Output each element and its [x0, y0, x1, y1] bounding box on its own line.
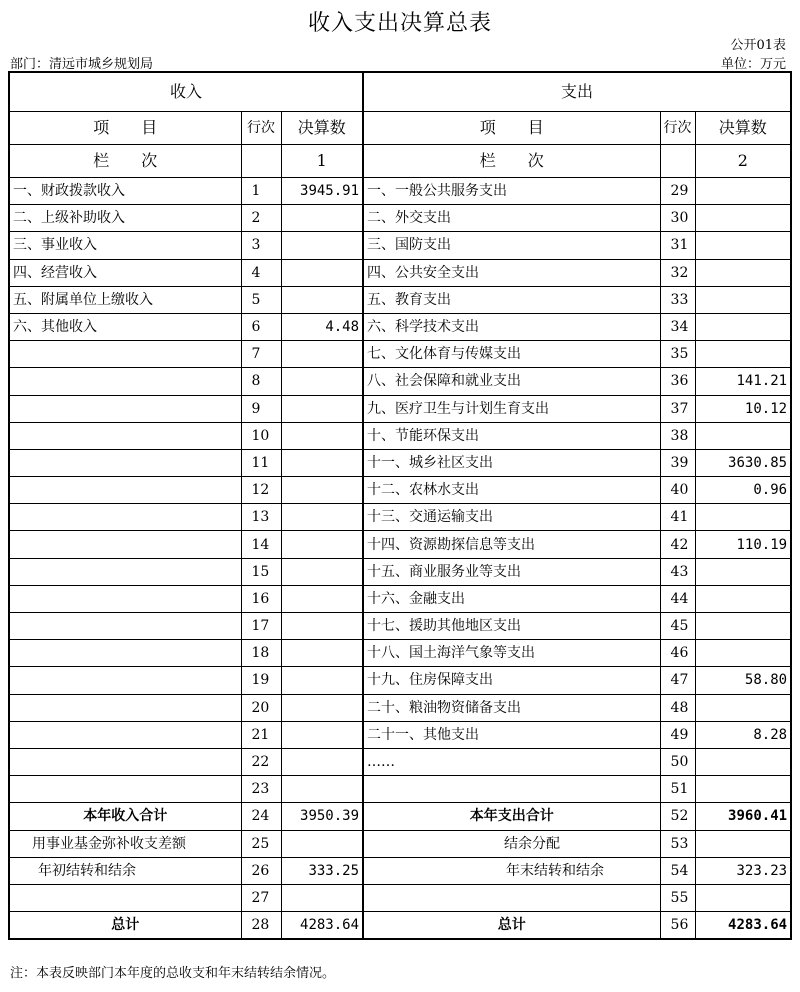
table-row	[9, 613, 791, 640]
income-amount-header: 决算数	[281, 112, 363, 145]
income-item-header: 项 目	[9, 112, 241, 145]
expenditure-line-number: 33	[660, 286, 695, 313]
expenditure-line-number: 35	[660, 341, 695, 368]
ending-balance-value: 323.23	[695, 857, 791, 884]
income-amount	[281, 531, 363, 558]
beginning-balance-label: 年初结转和结余	[9, 857, 241, 884]
income-total-value: 3950.39	[281, 803, 363, 830]
income-amount	[281, 748, 363, 775]
expenditure-amount	[695, 613, 791, 640]
blank-income-value	[281, 884, 363, 911]
income-grand-total-value: 4283.64	[281, 912, 363, 940]
income-amount	[281, 205, 363, 232]
expenditure-amount	[695, 422, 791, 449]
income-line-number: 15	[241, 558, 281, 585]
expenditure-line-number: 40	[660, 477, 695, 504]
income-item-name	[9, 585, 241, 612]
income-line-header: 行次	[241, 112, 281, 145]
income-grand-total-label: 总计	[9, 912, 241, 940]
expenditure-amount	[695, 504, 791, 531]
expenditure-amount	[695, 558, 791, 585]
income-item-name: 三、事业收入	[9, 232, 241, 259]
expenditure-line-number: 30	[660, 205, 695, 232]
expenditure-line-number: 41	[660, 504, 695, 531]
income-item-name	[9, 341, 241, 368]
income-column-label: 栏 次	[9, 145, 241, 178]
fund-value	[281, 830, 363, 857]
income-line-number: 2	[241, 205, 281, 232]
blank-expenditure-line: 55	[660, 884, 695, 911]
expenditure-section-header: 支出	[363, 72, 791, 112]
fund-label: 用事业基金弥补收支差额	[9, 830, 241, 857]
income-line-number: 19	[241, 667, 281, 694]
expenditure-item-name: 八、社会保障和就业支出	[363, 368, 660, 395]
income-item-name	[9, 504, 241, 531]
expenditure-amount: 110.19	[695, 531, 791, 558]
income-line-number: 14	[241, 531, 281, 558]
ending-balance-line: 54	[660, 857, 695, 884]
expenditure-amount	[695, 178, 791, 205]
distribution-value	[695, 830, 791, 857]
income-amount	[281, 558, 363, 585]
income-amount	[281, 721, 363, 748]
expenditure-line-number: 36	[660, 368, 695, 395]
expenditure-line-blank	[660, 145, 695, 178]
footnote: 注：本表反映部门本年度的总收支和年末结转结余情况。	[10, 966, 336, 981]
blank-income-line: 27	[241, 884, 281, 911]
income-total-label: 本年收入合计	[9, 803, 241, 830]
unit-label: 单位：万元	[720, 57, 786, 72]
expenditure-amount: 58.80	[695, 667, 791, 694]
expenditure-line-number: 29	[660, 178, 695, 205]
income-item-name	[9, 721, 241, 748]
income-line-number: 5	[241, 286, 281, 313]
expenditure-item-name: 三、国防支出	[363, 232, 660, 259]
expenditure-item-name: 一、一般公共服务支出	[363, 178, 660, 205]
expenditure-item-header: 项 目	[363, 112, 660, 145]
carryover-row	[9, 857, 791, 884]
income-item-name	[9, 531, 241, 558]
expenditure-amount	[695, 640, 791, 667]
income-amount: 3945.91	[281, 178, 363, 205]
expenditure-line-number: 44	[660, 585, 695, 612]
expenditure-grand-total-label: 总计	[363, 912, 660, 940]
table-row	[9, 531, 791, 558]
income-amount	[281, 449, 363, 476]
income-item-name	[9, 748, 241, 775]
income-item-name	[9, 477, 241, 504]
expenditure-line-number: 42	[660, 531, 695, 558]
income-amount	[281, 259, 363, 286]
income-item-name	[9, 640, 241, 667]
income-line-number: 12	[241, 477, 281, 504]
table-row	[9, 259, 791, 286]
income-amount	[281, 667, 363, 694]
expenditure-item-name: 十九、住房保障支出	[363, 667, 660, 694]
income-amount	[281, 232, 363, 259]
income-line-number: 13	[241, 504, 281, 531]
income-item-name	[9, 449, 241, 476]
table-row	[9, 286, 791, 313]
income-amount	[281, 286, 363, 313]
table-row	[9, 178, 791, 205]
expenditure-amount: 8.28	[695, 721, 791, 748]
expenditure-amount: 10.12	[695, 395, 791, 422]
expenditure-line-number: 49	[660, 721, 695, 748]
income-line-number: 10	[241, 422, 281, 449]
income-amount	[281, 504, 363, 531]
table-row	[9, 449, 791, 476]
expenditure-item-name: 十、节能环保支出	[363, 422, 660, 449]
expenditure-amount	[695, 205, 791, 232]
ending-balance-label: 年末结转和结余	[363, 857, 660, 884]
income-amount	[281, 585, 363, 612]
income-total-line: 24	[241, 803, 281, 830]
income-line-number: 21	[241, 721, 281, 748]
expenditure-amount: 0.96	[695, 477, 791, 504]
income-item-name: 六、其他收入	[9, 313, 241, 340]
expenditure-amount	[695, 585, 791, 612]
income-amount	[281, 368, 363, 395]
distribution-line: 53	[660, 830, 695, 857]
page-title: 收入支出决算总表	[307, 11, 492, 36]
expenditure-item-name: 二十一、其他支出	[363, 721, 660, 748]
expenditure-grand-total-value: 4283.64	[695, 912, 791, 940]
expenditure-amount	[695, 341, 791, 368]
fund-row	[9, 830, 791, 857]
fund-line: 25	[241, 830, 281, 857]
income-line-number: 3	[241, 232, 281, 259]
expenditure-total-value: 3960.41	[695, 803, 791, 830]
expenditure-amount: 141.21	[695, 368, 791, 395]
expenditure-item-name: 十七、援助其他地区支出	[363, 613, 660, 640]
income-line-number: 17	[241, 613, 281, 640]
income-amount	[281, 613, 363, 640]
beginning-balance-value: 333.25	[281, 857, 363, 884]
income-section-header: 收入	[9, 72, 363, 112]
income-line-number: 4	[241, 259, 281, 286]
expenditure-amount	[695, 259, 791, 286]
expenditure-column-label: 栏 次	[363, 145, 660, 178]
income-line-number: 6	[241, 313, 281, 340]
income-line-number: 8	[241, 368, 281, 395]
blank-expenditure-value	[695, 884, 791, 911]
income-line-number: 20	[241, 694, 281, 721]
table-row	[9, 721, 791, 748]
table-row	[9, 640, 791, 667]
table-row	[9, 667, 791, 694]
expenditure-total-line: 52	[660, 803, 695, 830]
column-header-row	[9, 112, 791, 145]
income-line-number: 7	[241, 341, 281, 368]
annual-total-row	[9, 803, 791, 830]
budget-table	[8, 71, 792, 940]
expenditure-amount	[695, 748, 791, 775]
income-line-number: 9	[241, 395, 281, 422]
expenditure-line-number: 46	[660, 640, 695, 667]
expenditure-item-name: 十八、国土海洋气象等支出	[363, 640, 660, 667]
beginning-balance-line: 26	[241, 857, 281, 884]
income-item-name	[9, 694, 241, 721]
income-line-number: 16	[241, 585, 281, 612]
income-amount: 4.48	[281, 313, 363, 340]
expenditure-line-number: 38	[660, 422, 695, 449]
expenditure-line-number: 45	[660, 613, 695, 640]
expenditure-item-name: 六、科学技术支出	[363, 313, 660, 340]
income-line-number: 22	[241, 748, 281, 775]
income-line-number: 11	[241, 449, 281, 476]
income-item-name	[9, 558, 241, 585]
income-amount	[281, 395, 363, 422]
income-amount	[281, 640, 363, 667]
expenditure-line-number: 50	[660, 748, 695, 775]
expenditure-item-name: 九、医疗卫生与计划生育支出	[363, 395, 660, 422]
expenditure-item-name: 十一、城乡社区支出	[363, 449, 660, 476]
income-amount	[281, 341, 363, 368]
blank-expenditure-name	[363, 884, 660, 911]
form-code: 公开01表	[730, 38, 786, 53]
table-row	[9, 422, 791, 449]
expenditure-line-number: 51	[660, 776, 695, 803]
expenditure-item-name: 十三、交通运输支出	[363, 504, 660, 531]
income-item-name: 四、经营收入	[9, 259, 241, 286]
expenditure-line-number: 43	[660, 558, 695, 585]
expenditure-item-name: 十六、金融支出	[363, 585, 660, 612]
grand-total-row	[9, 912, 791, 940]
income-item-name	[9, 776, 241, 803]
table-row	[9, 504, 791, 531]
expenditure-line-header: 行次	[660, 112, 695, 145]
table-row	[9, 341, 791, 368]
column-index-row	[9, 145, 791, 178]
expenditure-amount	[695, 313, 791, 340]
department-label: 部门：清远市城乡规划局	[10, 57, 154, 72]
income-line-number: 1	[241, 178, 281, 205]
expenditure-line-number: 31	[660, 232, 695, 259]
table-row	[9, 694, 791, 721]
expenditure-line-number: 34	[660, 313, 695, 340]
expenditure-item-name: 七、文化体育与传媒支出	[363, 341, 660, 368]
expenditure-amount	[695, 776, 791, 803]
expenditure-amount: 3630.85	[695, 449, 791, 476]
expenditure-item-name: 十四、资源勘探信息等支出	[363, 531, 660, 558]
expenditure-item-name: 四、公共安全支出	[363, 259, 660, 286]
blank-income-name	[9, 884, 241, 911]
section-header-row	[9, 72, 791, 112]
income-item-name	[9, 422, 241, 449]
expenditure-line-number: 37	[660, 395, 695, 422]
income-column-number: 1	[281, 145, 363, 178]
expenditure-item-name	[363, 776, 660, 803]
table-row	[9, 585, 791, 612]
expenditure-item-name: 二十、粮油物资储备支出	[363, 694, 660, 721]
expenditure-line-number: 32	[660, 259, 695, 286]
expenditure-item-name: 十五、商业服务业等支出	[363, 558, 660, 585]
expenditure-item-name: 十二、农林水支出	[363, 477, 660, 504]
income-grand-total-line: 28	[241, 912, 281, 940]
table-row	[9, 395, 791, 422]
table-row	[9, 232, 791, 259]
expenditure-item-name: 二、外交支出	[363, 205, 660, 232]
expenditure-line-number: 39	[660, 449, 695, 476]
income-item-name	[9, 395, 241, 422]
table-row	[9, 313, 791, 340]
expenditure-amount	[695, 232, 791, 259]
income-item-name	[9, 368, 241, 395]
expenditure-line-number: 48	[660, 694, 695, 721]
income-amount	[281, 422, 363, 449]
table-row	[9, 776, 791, 803]
expenditure-amount-header: 决算数	[695, 112, 791, 145]
income-item-name	[9, 667, 241, 694]
expenditure-item-name: ……	[363, 748, 660, 775]
income-item-name	[9, 613, 241, 640]
income-line-number: 23	[241, 776, 281, 803]
blank-row	[9, 884, 791, 911]
income-item-name: 五、附属单位上缴收入	[9, 286, 241, 313]
table-row	[9, 368, 791, 395]
income-amount	[281, 776, 363, 803]
income-item-name: 一、财政拨款收入	[9, 178, 241, 205]
expenditure-item-name: 五、教育支出	[363, 286, 660, 313]
income-amount	[281, 694, 363, 721]
distribution-label: 结余分配	[363, 830, 660, 857]
expenditure-amount	[695, 694, 791, 721]
expenditure-amount	[695, 286, 791, 313]
expenditure-column-number: 2	[695, 145, 791, 178]
table-row	[9, 205, 791, 232]
table-row	[9, 477, 791, 504]
expenditure-line-number: 47	[660, 667, 695, 694]
income-line-number: 18	[241, 640, 281, 667]
income-line-blank	[241, 145, 281, 178]
expenditure-total-label: 本年支出合计	[363, 803, 660, 830]
table-row	[9, 748, 791, 775]
income-item-name: 二、上级补助收入	[9, 205, 241, 232]
expenditure-grand-total-line: 56	[660, 912, 695, 940]
table-row	[9, 558, 791, 585]
income-amount	[281, 477, 363, 504]
